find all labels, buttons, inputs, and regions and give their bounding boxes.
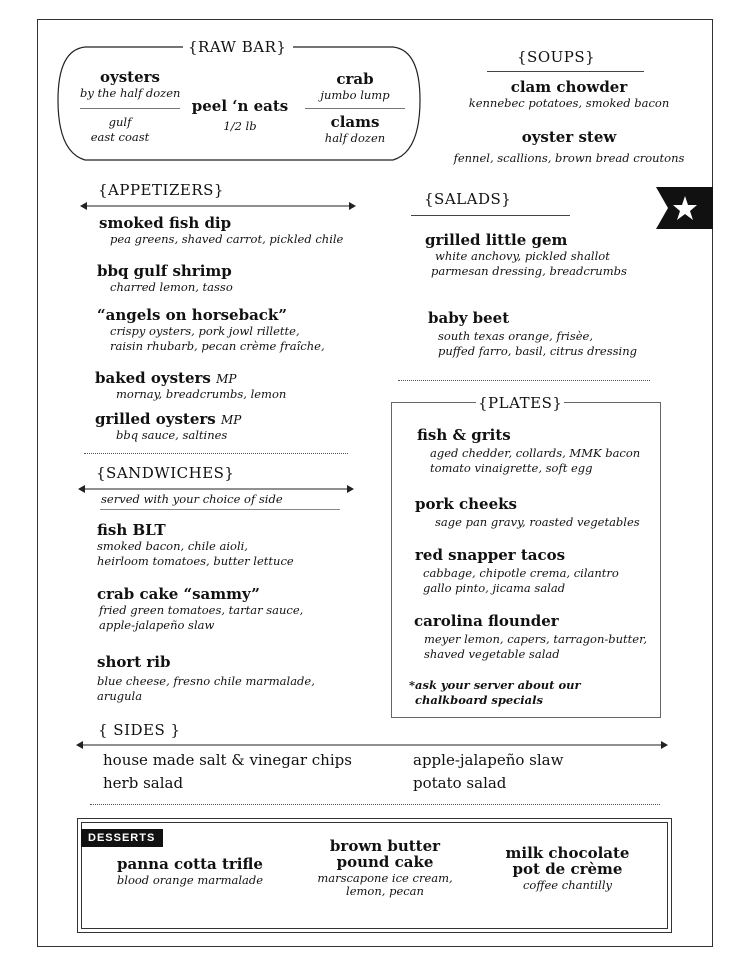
dessert-desc: lemon, pecan: [346, 884, 424, 898]
appetizers-heading: {APPETIZERS}: [98, 181, 224, 199]
sandwich-desc: fried green tomatoes, tartar sauce,: [99, 603, 304, 617]
side-item: house made salt & vinegar chips: [103, 751, 352, 769]
appetizer-name: smoked fish dip: [99, 214, 232, 232]
sandwiches-underline: [100, 509, 340, 510]
plate-name: fish & grits: [417, 426, 511, 444]
sandwich-item: [97, 521, 294, 569]
peel-n-eats-desc: 1/2 lb: [223, 119, 257, 133]
oysters-east-coast: east coast: [90, 130, 150, 144]
soup-desc: fennel, scallions, brown bread croutons: [453, 151, 685, 165]
crab-group: [305, 70, 405, 103]
divider: [398, 380, 650, 381]
dessert-item: [110, 855, 270, 888]
side-item: potato salad: [413, 774, 507, 792]
soups-underline: [487, 71, 644, 72]
dessert-name: brown butter: [329, 837, 441, 855]
appetizer-item: [95, 410, 241, 443]
soups-heading: {SOUPS}: [517, 48, 596, 66]
plate-item: [415, 495, 640, 530]
divider: [90, 804, 660, 805]
oysters-group: [80, 68, 180, 101]
salad-desc: puffed farro, basil, citrus dressing: [438, 344, 637, 358]
sandwich-desc: heirloom tomatoes, butter lettuce: [97, 554, 294, 568]
soup-name: clam chowder: [510, 78, 628, 96]
dessert-name: pot de crème: [512, 860, 623, 878]
dessert-item: [305, 838, 465, 898]
appetizer-desc: charred lemon, tasso: [110, 280, 233, 294]
appetizer-item: [97, 262, 233, 295]
dessert-desc: coffee chantilly: [522, 878, 613, 892]
sandwich-desc: blue cheese, fresno chile marmalade,: [97, 674, 315, 688]
appetizer-desc: pea greens, shaved carrot, pickled chile: [110, 232, 344, 246]
appetizer-name: grilled oysters: [95, 410, 216, 428]
sandwich-desc: arugula: [97, 689, 143, 703]
plate-name: pork cheeks: [415, 495, 517, 513]
sandwich-name: fish BLT: [97, 521, 166, 539]
sandwiches-heading: {SANDWICHES}: [96, 464, 235, 482]
appetizer-desc: raisin rhubarb, pecan crème fraîche,: [110, 339, 325, 353]
star-flag: [656, 187, 713, 229]
appetizer-item: [99, 214, 343, 247]
appetizer-name: baked oysters: [95, 369, 211, 387]
plates-note-line: chalkboard specials: [415, 693, 543, 707]
side-item: herb salad: [103, 774, 184, 792]
salads-underline: [411, 215, 570, 216]
plate-name: carolina flounder: [414, 612, 559, 630]
peel-n-eats-name: peel ‘n eats: [191, 97, 289, 115]
clams-desc: half dozen: [324, 131, 386, 145]
plate-item: [417, 426, 640, 476]
sandwich-item: [97, 585, 303, 633]
salad-desc: parmesan dressing, breadcrumbs: [431, 264, 627, 278]
raw-bar-heading: {RAW BAR}: [188, 38, 287, 56]
sandwich-name: crab cake “sammy”: [97, 585, 260, 603]
plate-desc: aged chedder, collards, MMK bacon: [430, 446, 641, 460]
oysters-name: oysters: [100, 68, 160, 86]
plate-item: [415, 546, 619, 596]
dessert-desc: blood orange marmalade: [116, 873, 264, 887]
dessert-name: pound cake: [336, 853, 434, 871]
salad-item: [428, 309, 637, 359]
oysters-desc: by the half dozen: [80, 86, 181, 100]
clams-name: clams: [330, 113, 380, 131]
dessert-name: panna cotta trifle: [117, 855, 263, 873]
plate-desc: cabbage, chipotle crema, cilantro: [423, 566, 619, 580]
plate-desc: shaved vegetable salad: [424, 647, 560, 661]
salad-name: grilled little gem: [425, 231, 568, 249]
sides-heading: { SIDES }: [98, 721, 181, 739]
salad-desc: white anchovy, pickled shallot: [435, 249, 610, 263]
soup-item: [450, 128, 688, 166]
appetizer-name: “angels on horseback”: [97, 306, 287, 324]
sandwich-desc: apple-jalapeño slaw: [99, 618, 215, 632]
sandwich-desc: smoked bacon, chile aioli,: [97, 539, 248, 553]
clams-group: [305, 113, 405, 146]
plate-desc: gallo pinto, jicama salad: [423, 581, 566, 595]
peel-n-eats-group: [190, 97, 290, 134]
dessert-desc: marscapone ice cream,: [317, 871, 453, 885]
desserts-label: DESSERTS: [81, 829, 163, 847]
divider: [84, 453, 348, 454]
appetizer-desc: mornay, breadcrumbs, lemon: [116, 387, 287, 401]
plate-name: red snapper tacos: [415, 546, 566, 564]
oysters-sub: [80, 115, 160, 145]
salads-heading: {SALADS}: [424, 190, 512, 208]
crab-name: crab: [336, 70, 374, 88]
sandwich-item: [97, 653, 315, 704]
sandwiches-note: served with your choice of side: [101, 492, 283, 506]
double-arrow-icon: [76, 739, 668, 751]
soup-item: [450, 78, 688, 111]
oysters-divider: [80, 108, 180, 109]
plate-desc: meyer lemon, capers, tarragon-butter,: [424, 632, 647, 646]
dessert-name: milk chocolate: [505, 844, 630, 862]
dessert-item: [485, 845, 650, 892]
plates-heading: {PLATES}: [478, 394, 563, 412]
side-item: apple-jalapeño slaw: [413, 751, 564, 769]
plate-item: [414, 612, 647, 662]
plate-desc: tomato vinaigrette, soft egg: [430, 461, 593, 475]
salad-desc: south texas orange, frisèe,: [438, 329, 594, 343]
crab-divider: [305, 108, 405, 109]
appetizer-desc: bbq sauce, saltines: [116, 428, 228, 442]
salad-name: baby beet: [428, 309, 510, 327]
plates-note: [409, 678, 581, 708]
appetizer-item: [95, 369, 286, 402]
appetizer-price: MP: [216, 372, 237, 386]
appetizer-name: bbq gulf shrimp: [97, 262, 232, 280]
salad-item: [425, 231, 627, 279]
double-arrow-icon: [80, 200, 356, 212]
oysters-gulf: gulf: [108, 115, 132, 129]
plate-desc: sage pan gravy, roasted vegetables: [435, 515, 640, 529]
crab-desc: jumbo lump: [320, 88, 390, 102]
appetizer-price: MP: [220, 413, 242, 427]
plates-note-line: *ask your server about our: [409, 678, 581, 692]
appetizer-desc: crispy oysters, pork jowl rillette,: [110, 324, 300, 338]
sandwich-name: short rib: [97, 653, 171, 671]
appetizer-item: [97, 306, 325, 354]
soup-desc: kennebec potatoes, smoked bacon: [468, 96, 670, 110]
soup-name: oyster stew: [521, 128, 617, 146]
